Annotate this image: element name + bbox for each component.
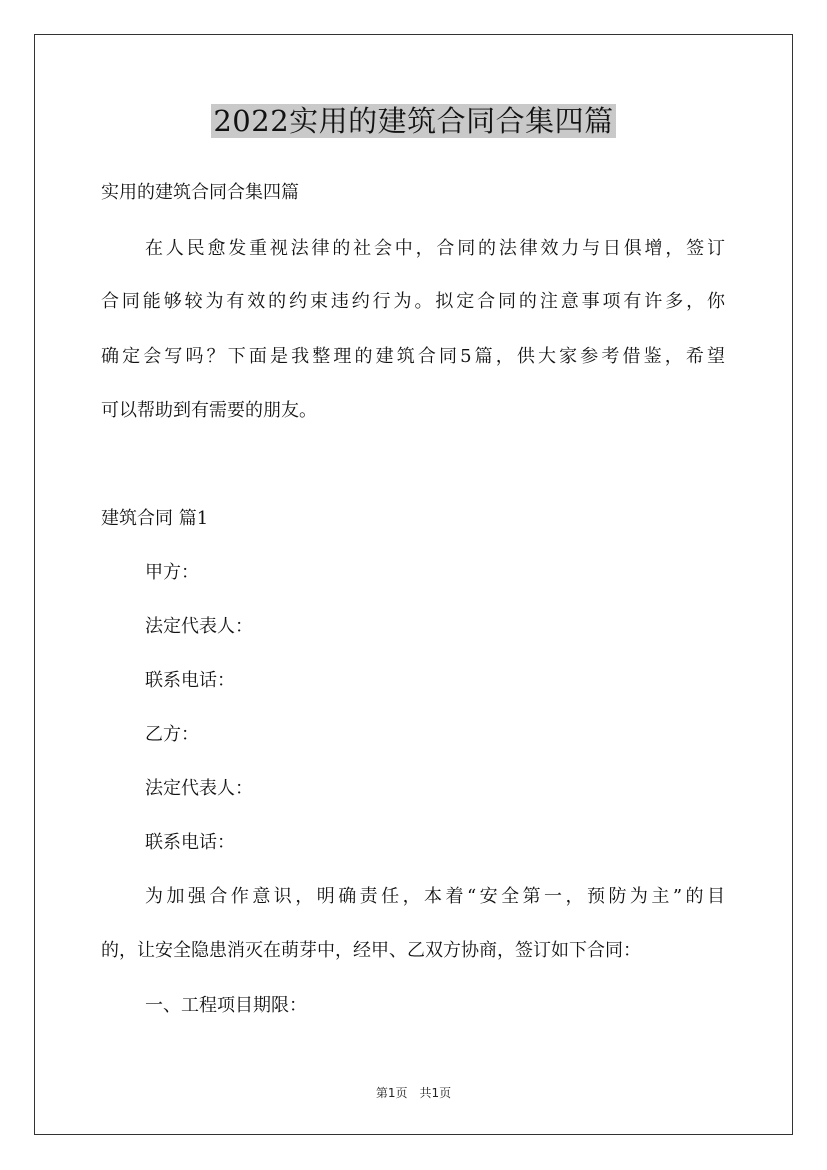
document-subtitle: 实用的建筑合同合集四篇 bbox=[101, 182, 299, 203]
page-footer: 第1页 共1页 bbox=[375, 1086, 452, 1100]
field-party-a: 甲方： bbox=[145, 562, 199, 583]
intro-line-3: 确定会写吗？下面是我整理的建筑合同5篇，供大家参考借鉴，希望 bbox=[101, 346, 725, 367]
body-line-2: 的，让安全隐患消灭在萌芽中，经甲、乙双方协商，签订如下合同： bbox=[101, 940, 641, 961]
field-party-b-phone: 联系电话： bbox=[145, 832, 235, 853]
section-heading: 建筑合同 篇1 bbox=[101, 508, 209, 529]
field-party-b-representative: 法定代表人： bbox=[145, 778, 253, 799]
body-line-1: 为加强合作意识，明确责任，本着“安全第一，预防为主”的目 bbox=[145, 886, 725, 907]
field-party-a-phone: 联系电话： bbox=[145, 670, 235, 691]
intro-line-4: 可以帮助到有需要的朋友。 bbox=[101, 400, 317, 421]
document-title-text: 2022实用的建筑合同合集四篇 bbox=[213, 104, 614, 138]
document-title bbox=[0, 97, 827, 145]
intro-line-1: 在人民愈发重视法律的社会中，合同的法律效力与日俱增，签订 bbox=[145, 238, 725, 259]
clause-heading: 一、工程项目期限： bbox=[145, 995, 307, 1016]
field-party-b: 乙方： bbox=[145, 724, 199, 745]
intro-line-2: 合同能够较为有效的约束违约行为。拟定合同的注意事项有许多，你 bbox=[101, 291, 725, 312]
field-party-a-representative: 法定代表人： bbox=[145, 616, 253, 637]
